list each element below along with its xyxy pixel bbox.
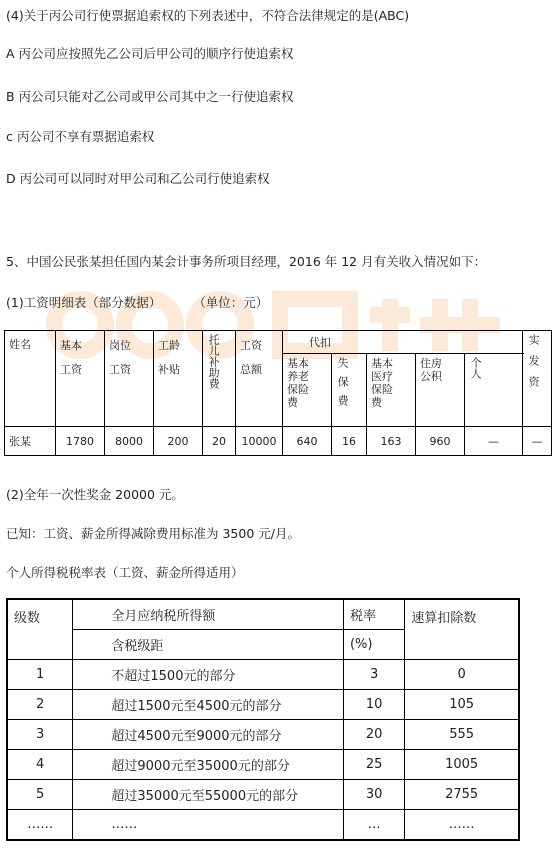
tax-table-title: 个人所得税税率表（工资、薪金所得适用） [6, 565, 244, 580]
header-post-salary: 岗位工资 [105, 331, 154, 427]
tax-range: 超过1500元至4500元的部分 [73, 690, 344, 720]
header-level: 级数 [7, 599, 73, 660]
tax-header-row-1 [7, 599, 519, 630]
header-medical: 基本医疗保险费 [367, 354, 416, 427]
header-quick-deduction: 速算扣除数 [405, 599, 519, 660]
cell-total: 10000 [236, 427, 283, 456]
header-childcare: 托儿补助费 [203, 331, 236, 427]
tax-rate: 30 [343, 780, 404, 810]
header-bracket: 含税级距 [73, 630, 344, 660]
header-personal: 个人 [465, 354, 523, 427]
tax-range: …… [73, 810, 344, 841]
cell-post-salary: 8000 [105, 427, 154, 456]
tax-row [7, 660, 519, 690]
salary-table-title: (1)工资明细表（部分数据） [6, 295, 162, 310]
header-seniority: 工龄补贴 [154, 331, 203, 427]
cell-housing: 960 [416, 427, 465, 456]
tax-deduction: 555 [405, 720, 519, 750]
known-line: 已知：工资、薪金所得减除费用标准为 3500 元/月。 [6, 526, 300, 541]
cell-seniority: 200 [154, 427, 203, 456]
tax-rate: 25 [343, 750, 404, 780]
tax-rate: 3 [343, 660, 404, 690]
salary-header-row-1 [5, 331, 552, 354]
header-taxable-income: 全月应纳税所得额 [73, 599, 344, 630]
salary-table [4, 330, 552, 456]
header-net-pay: 实发资 [523, 331, 552, 427]
tax-range: 不超过1500元的部分 [73, 660, 344, 690]
tax-rate: 20 [343, 720, 404, 750]
cell-net-pay: — [523, 427, 552, 456]
cell-unemployment: 16 [332, 427, 367, 456]
tax-rate-table [6, 598, 520, 841]
tax-level: 4 [7, 750, 73, 780]
tax-deduction: 2755 [405, 780, 519, 810]
header-name: 姓名 [5, 331, 56, 427]
tax-rate: … [343, 810, 404, 841]
tax-level: 5 [7, 780, 73, 810]
tax-rate: 10 [343, 690, 404, 720]
header-rate: 税率 [343, 599, 404, 630]
cell-childcare: 20 [203, 427, 236, 456]
header-withholding: 代扣 [283, 331, 523, 354]
tax-deduction: …… [405, 810, 519, 841]
tax-range: 超过9000元至35000元的部分 [73, 750, 344, 780]
salary-data-row [5, 427, 552, 456]
option-c: c 丙公司不享有票据追索权 [6, 129, 155, 144]
question-4-stem: (4)关于丙公司行使票据追索权的下列表述中，不符合法律规定的是(ABC) [6, 8, 410, 23]
cell-name: 张某 [5, 427, 56, 456]
bonus-line: (2)全年一次性奖金 20000 元。 [6, 487, 184, 502]
header-pension: 基本养老保险费 [283, 354, 332, 427]
header-rate-unit: (%) [343, 630, 404, 660]
tax-level: 3 [7, 720, 73, 750]
tax-deduction: 1005 [405, 750, 519, 780]
salary-table-caption [6, 293, 268, 311]
tax-row [7, 750, 519, 780]
option-a: A 丙公司应按照先乙公司后甲公司的顺序行使追索权 [6, 46, 294, 61]
header-total: 工资总额 [236, 331, 283, 427]
tax-range: 超过35000元至55000元的部分 [73, 780, 344, 810]
header-base-salary: 基本工资 [56, 331, 105, 427]
tax-row [7, 780, 519, 810]
tax-row [7, 720, 519, 750]
cell-pension: 640 [283, 427, 332, 456]
salary-table-unit: （单位：元） [193, 295, 269, 310]
tax-deduction: 105 [405, 690, 519, 720]
tax-level: 1 [7, 660, 73, 690]
tax-deduction: 0 [405, 660, 519, 690]
tax-row [7, 810, 519, 841]
tax-level: 2 [7, 690, 73, 720]
cell-medical: 163 [367, 427, 416, 456]
option-d: D 丙公司可以同时对甲公司和乙公司行使追索权 [6, 171, 270, 186]
tax-row [7, 690, 519, 720]
tax-range: 超过4500元至9000元的部分 [73, 720, 344, 750]
option-b: B 丙公司只能对乙公司或甲公司其中之一行使追索权 [6, 89, 294, 104]
header-housing: 住房公积 [416, 354, 465, 427]
cell-personal: — [465, 427, 523, 456]
tax-level: …… [7, 810, 73, 841]
question-5-intro: 5、中国公民张某担任国内某会计事务所项目经理，2016 年 12 月有关收入情况如下： [6, 254, 487, 269]
cell-base-salary: 1780 [56, 427, 105, 456]
header-unemployment: 失保费 [332, 354, 367, 427]
